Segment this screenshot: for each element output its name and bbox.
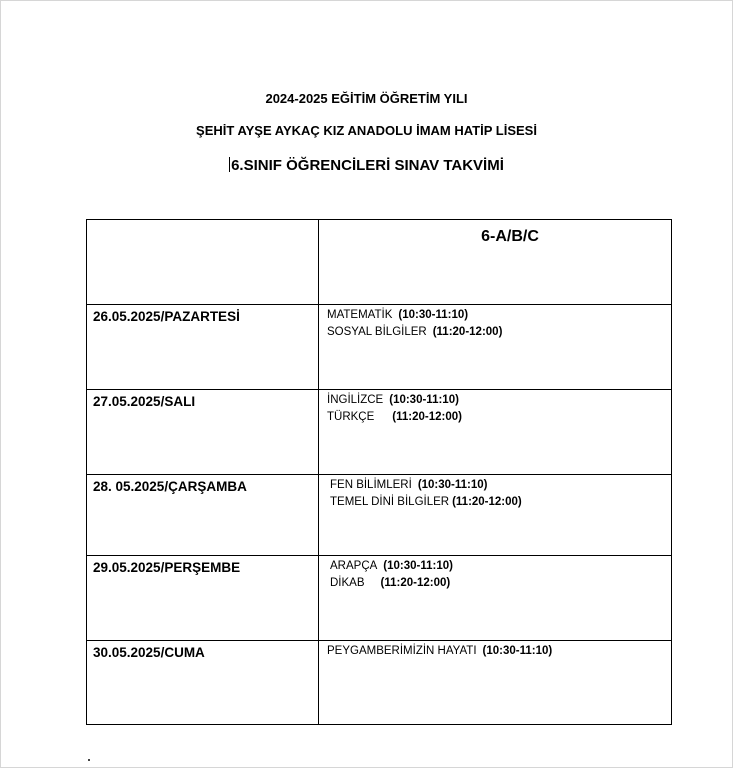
exam-entry (319, 392, 671, 409)
exam-subject: İNGİLİZCE (327, 394, 384, 406)
exam-time: (11:20-12:00) (432, 326, 503, 338)
exam-time: (11:20-12:00) (380, 577, 451, 589)
table-row (87, 305, 672, 390)
day-cell (87, 475, 319, 556)
exam-subject: ARAPÇA (330, 560, 378, 572)
text-cursor (229, 157, 230, 172)
day-label: 26.05.2025/PAZARTESİ (93, 309, 240, 324)
exam-entry (319, 575, 671, 592)
day-cell (87, 390, 319, 475)
day-cell (87, 641, 319, 725)
exam-subject: DİKAB (330, 577, 365, 589)
exam-time: (10:30-11:10) (383, 560, 453, 572)
exam-time: (10:30-11:10) (389, 394, 459, 406)
table-row (87, 641, 672, 725)
exam-schedule-table (86, 219, 672, 725)
exam-entry (319, 409, 671, 426)
exam-entry (319, 643, 671, 660)
exam-entry (319, 558, 671, 575)
exam-subject: SOSYAL BİLGİLER (327, 326, 427, 338)
exam-entry (319, 324, 671, 341)
table-row (87, 556, 672, 641)
exams-cell (319, 641, 672, 725)
exams-cell (319, 556, 672, 641)
table-header-row (87, 220, 672, 305)
class-header-label: 6-A/B/C (481, 228, 539, 245)
exam-subject: TÜRKÇE (327, 411, 375, 423)
exam-subject: PEYGAMBERİMİZİN HAYATI (327, 645, 477, 657)
exams-cell (319, 475, 672, 556)
day-cell (87, 556, 319, 641)
day-label: 30.05.2025/CUMA (93, 645, 205, 660)
school-year-heading: 2024-2025 EĞİTİM ÖĞRETİM YILI (265, 91, 468, 106)
exam-entry (319, 477, 671, 494)
table-row (87, 390, 672, 475)
exams-cell (319, 390, 672, 475)
exam-subject: TEMEL DİNİ BİLGİLER (330, 496, 450, 508)
empty-corner-cell (87, 220, 319, 305)
day-label: 29.05.2025/PERŞEMBE (93, 560, 241, 575)
exam-entry (319, 494, 671, 511)
paragraph-mark (88, 759, 90, 761)
class-header-cell (319, 220, 672, 305)
exam-time: (11:20-12:00) (392, 411, 462, 423)
exam-subject: FEN BİLİMLERİ (330, 479, 412, 491)
school-name-heading: ŞEHİT AYŞE AYKAÇ KIZ ANADOLU İMAM HATİP LİSESİ (196, 123, 537, 138)
day-label: 28. 05.2025/ÇARŞAMBA (93, 479, 247, 494)
exam-calendar-title-text: 6.SINIF ÖĞRENCİLERİ SINAV TAKVİMİ (231, 157, 504, 174)
exams-cell (319, 305, 672, 390)
exam-subject: MATEMATİK (327, 309, 393, 321)
exam-time: (10:30-11:10) (417, 479, 488, 491)
exam-time: (10:30-11:10) (482, 645, 553, 657)
table-row (87, 475, 672, 556)
exam-calendar-title (1, 157, 732, 174)
exam-time: (10:30-11:10) (398, 309, 469, 321)
exam-entry (319, 307, 671, 324)
day-cell (87, 305, 319, 390)
exam-time: (11:20-12:00) (452, 496, 522, 508)
day-label: 27.05.2025/SALI (93, 394, 196, 409)
